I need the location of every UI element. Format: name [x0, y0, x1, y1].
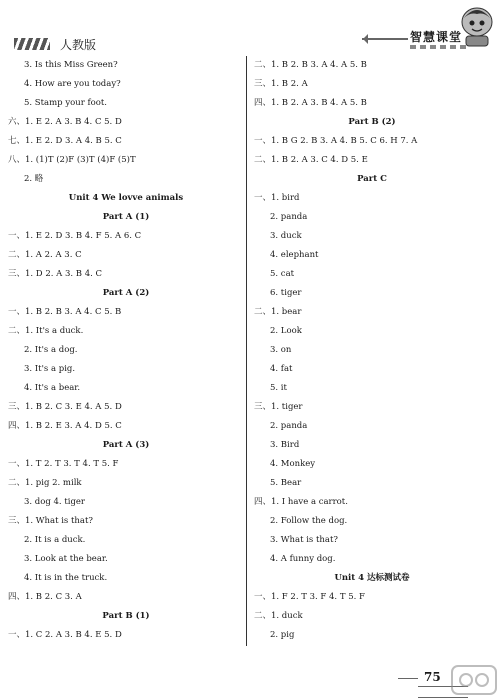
section-heading: Part A (1)	[102, 212, 150, 222]
answer-line: 2. panda	[270, 421, 308, 431]
answer-line: 3. Is this Miss Green?	[24, 60, 118, 70]
answer-line: 5. Bear	[270, 478, 302, 488]
answer-line: 二、1. duck	[254, 611, 303, 621]
answer-line: 4. A funny dog.	[270, 554, 336, 564]
page-number: 75	[424, 670, 441, 684]
answer-line: 四、1. I have a carrot.	[254, 497, 348, 507]
arrow-decoration	[362, 38, 408, 40]
answer-line: 一、1. B 2. B 3. A 4. C 5. B	[8, 307, 122, 317]
mascot-icon	[458, 4, 496, 48]
answer-line: 6. tiger	[270, 288, 302, 298]
answer-line: 3. dog 4. tiger	[24, 497, 85, 507]
answer-line: 3. It's a pig.	[24, 364, 76, 374]
watermark-logo-icon	[450, 662, 498, 698]
column-divider	[246, 56, 247, 646]
answer-line: 二、1. B 2. B 3. A 4. A 5. B	[254, 60, 367, 70]
stripes-decoration	[14, 38, 50, 50]
answer-line: 二、1. pig 2. milk	[8, 478, 82, 488]
answer-line: 3. What is that?	[270, 535, 338, 545]
answer-line: 2. panda	[270, 212, 308, 222]
section-heading: Part A (2)	[102, 288, 150, 298]
answer-line: 三、1. B 2. C 3. E 4. A 5. D	[8, 402, 122, 412]
section-heading: Part C	[357, 174, 387, 184]
answer-line: 八、1. (1)T (2)F (3)T (4)F (5)T	[8, 155, 136, 165]
section-heading: Part A (3)	[102, 440, 150, 450]
answer-line: 5. it	[270, 383, 287, 393]
answer-line: 一、1. bird	[254, 193, 300, 203]
answer-line: 七、1. E 2. D 3. A 4. B 5. C	[8, 136, 122, 146]
answer-line: 四、1. B 2. C 3. A	[8, 592, 82, 602]
section-heading: Unit 4 We lovve animals	[68, 193, 184, 203]
answer-line: 4. It's a bear.	[24, 383, 81, 393]
left-column	[8, 56, 244, 645]
answer-line: 一、1. T 2. T 3. T 4. T 5. F	[8, 459, 119, 469]
answer-line: 5. Stamp your foot.	[24, 98, 107, 108]
answer-line: 2. It's a dog.	[24, 345, 78, 355]
brand-title: 智慧课堂	[410, 30, 463, 44]
right-column	[254, 56, 490, 645]
section-heading: Part B (2)	[348, 117, 396, 127]
answer-line: 5. cat	[270, 269, 295, 279]
answer-line: 一、1. C 2. A 3. B 4. E 5. D	[8, 630, 122, 640]
answer-line: 三、1. B 2. A	[254, 79, 308, 89]
section-heading: Part B (1)	[102, 611, 150, 621]
answer-line: 一、1. B G 2. B 3. A 4. B 5. C 6. H 7. A	[254, 136, 418, 146]
edition-label: 人教版	[60, 38, 97, 52]
answer-line: 2. 略	[24, 174, 44, 184]
answer-line: 四、1. B 2. E 3. A 4. D 5. C	[8, 421, 122, 431]
answer-line: 3. Look at the bear.	[24, 554, 108, 564]
answer-line: 4. Monkey	[270, 459, 316, 469]
answer-line: 二、1. A 2. A 3. C	[8, 250, 82, 260]
answer-line: 三、1. tiger	[254, 402, 303, 412]
answer-line: 二、1. bear	[254, 307, 302, 317]
answer-line: 一、1. E 2. D 3. B 4. F 5. A 6. C	[8, 231, 142, 241]
answer-line: 3. Bird	[270, 440, 300, 450]
answer-line: 一、1. F 2. T 3. F 4. T 5. F	[254, 592, 365, 602]
answer-line: 4. How are you today?	[24, 79, 121, 89]
answer-line: 2. Look	[270, 326, 302, 336]
footer-arrow-decoration	[398, 678, 418, 679]
answer-line: 3. duck	[270, 231, 302, 241]
answer-line: 2. Follow the dog.	[270, 516, 348, 526]
answer-line: 4. elephant	[270, 250, 319, 260]
answer-line: 六、1. E 2. A 3. B 4. C 5. D	[8, 117, 122, 127]
answer-line: 三、1. D 2. A 3. B 4. C	[8, 269, 103, 279]
answer-line: 3. on	[270, 345, 292, 355]
answer-line: 2. It is a duck.	[24, 535, 86, 545]
page-header	[0, 0, 500, 56]
answer-line: 4. It is in the truck.	[24, 573, 108, 583]
answer-line: 二、1. It's a duck.	[8, 326, 84, 336]
answer-line: 二、1. B 2. A 3. C 4. D 5. E	[254, 155, 368, 165]
answer-line: 4. fat	[270, 364, 293, 374]
section-heading: Unit 4 达标测试卷	[334, 573, 410, 583]
answer-line: 三、1. What is that?	[8, 516, 93, 526]
answer-line: 2. pig	[270, 630, 295, 640]
answer-line: 四、1. B 2. A 3. B 4. A 5. B	[254, 98, 367, 108]
